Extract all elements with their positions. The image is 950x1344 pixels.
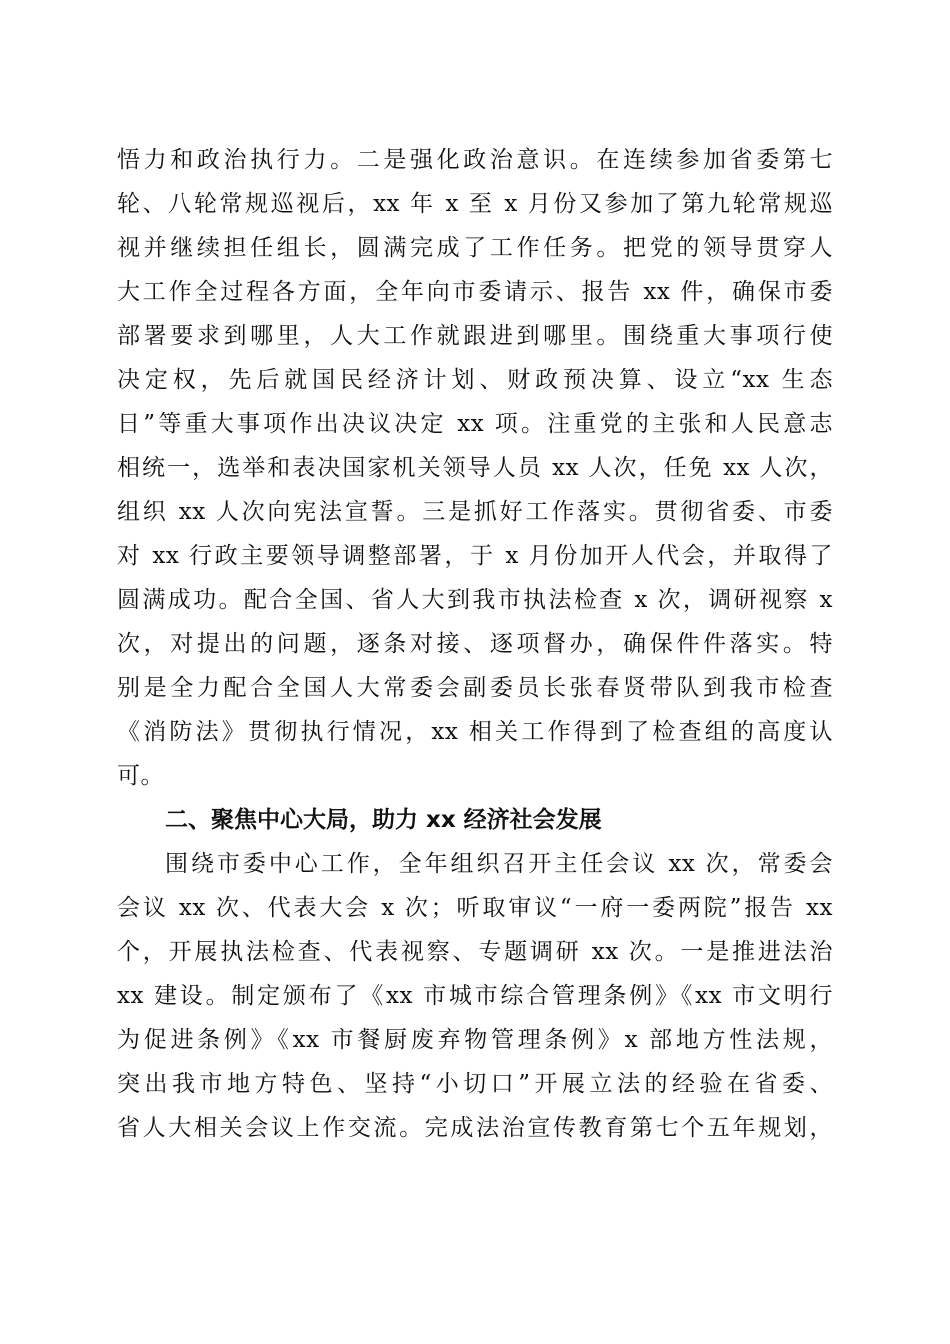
text-line: 悟力和政治执行力。二是强化政治意识。在连续参加省委第七: [117, 147, 833, 173]
text-line: 视并继续担任组长，圆满完成了工作任务。把党的领导贯穿人: [117, 235, 833, 261]
text-line: 别是全力配合全国人大常委会副委员长张春贤带队到我市检查: [117, 675, 833, 701]
text-line: 决定权，先后就国民经济计划、财政预决算、设立“xx 生态: [117, 367, 833, 393]
text-line: xx 建设。制定颁布了《xx 市城市综合管理条例》《xx 市文明行: [117, 983, 833, 1009]
section-heading: 二、聚焦中心大局，助力 xx 经济社会发展: [165, 807, 602, 833]
text-line: 为促进条例》《xx 市餐厨废弃物管理条例》x 部地方性法规，: [117, 1027, 833, 1053]
text-line: 次，对提出的问题，逐条对接、逐项督办，确保件件落实。特: [117, 631, 833, 657]
text-line: 《消防法》贯彻执行情况，xx 相关工作得到了检查组的高度认: [117, 719, 833, 745]
text-line: 组织 xx 人次向宪法宣誓。三是抓好工作落实。贯彻省委、市委: [117, 499, 833, 525]
text-line: 日”等重大事项作出决议决定 xx 项。注重党的主张和人民意志: [117, 411, 833, 437]
text-line: 轮、八轮常规巡视后，xx 年 x 至 x 月份又参加了第九轮常规巡: [117, 191, 833, 217]
text-line: 省人大相关会议上作交流。完成法治宣传教育第七个五年规划，: [117, 1115, 833, 1141]
text-line: 圆满成功。配合全国、省人大到我市执法检查 x 次，调研视察 x: [117, 587, 833, 613]
text-line: 大工作全过程各方面，全年向市委请示、报告 xx 件，确保市委: [117, 279, 833, 305]
text-line: 部署要求到哪里，人大工作就跟进到哪里。围绕重大事项行使: [117, 323, 833, 349]
text-line: 相统一，选举和表决国家机关领导人员 xx 人次，任免 xx 人次，: [117, 455, 833, 481]
text-line: 对 xx 行政主要领导调整部署，于 x 月份加开人代会，并取得了: [117, 543, 833, 569]
text-line: 会议 xx 次、代表大会 x 次；听取审议“一府一委两院”报告 xx: [117, 895, 833, 921]
text-line: 可。: [117, 763, 164, 789]
text-line: 围绕市委中心工作，全年组织召开主任会议 xx 次，常委会: [165, 851, 833, 877]
text-line: 个，开展执法检查、代表视察、专题调研 xx 次。一是推进法治: [117, 939, 833, 965]
text-line: 突出我市地方特色、坚持“小切口”开展立法的经验在省委、: [117, 1071, 833, 1097]
